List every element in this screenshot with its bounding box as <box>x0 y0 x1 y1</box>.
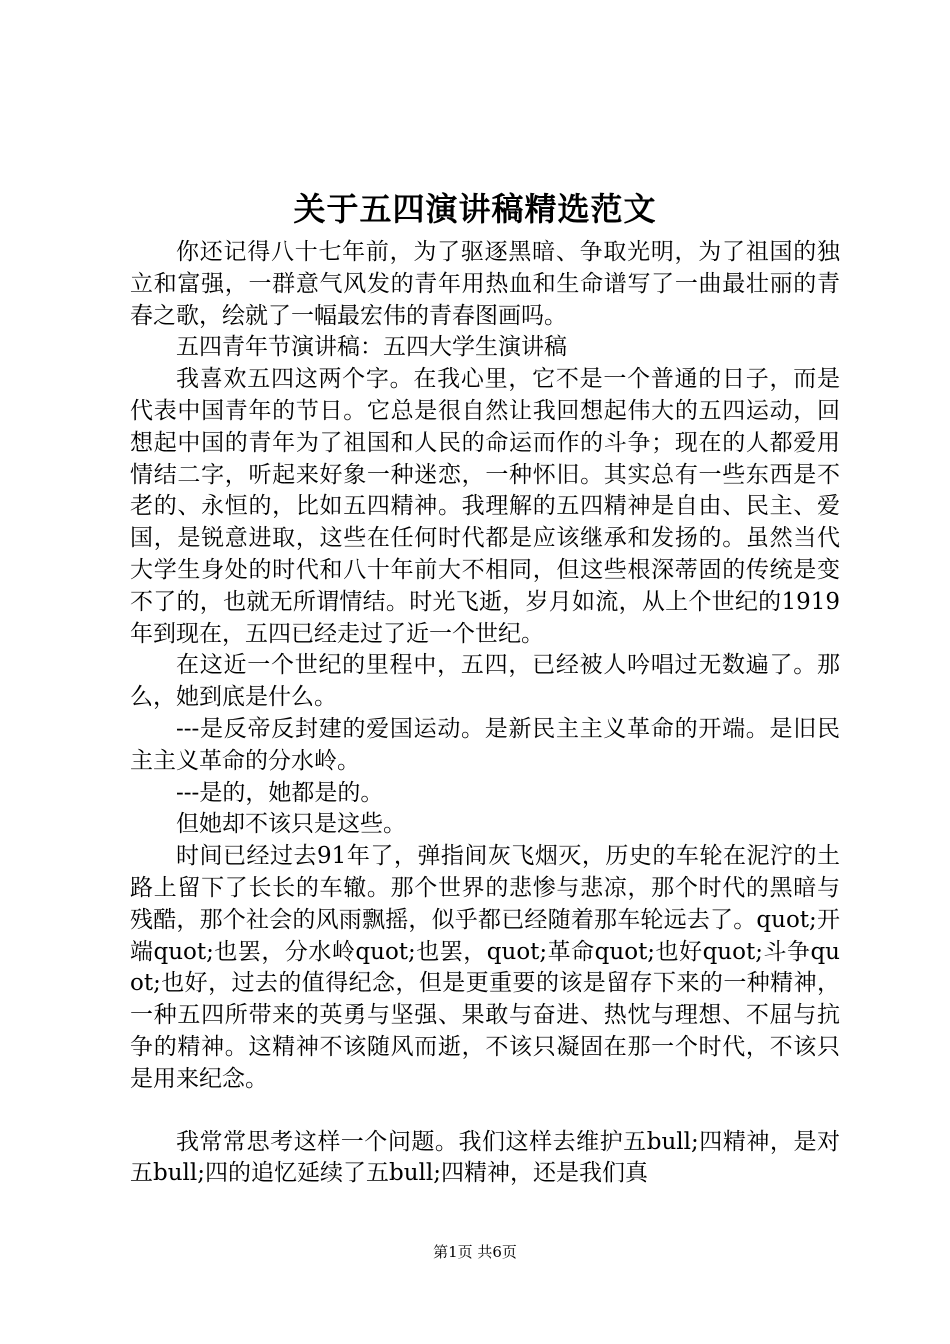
page-number-footer: 第1页 共6页 <box>433 1243 517 1261</box>
paragraph: 五四青年节演讲稿：五四大学生演讲稿 <box>176 334 567 361</box>
paragraph: 时间已经过去91年了，弹指间灰飞烟灭，历史的车轮在泥泞的土路上留下了长长的车辙。那个世界的悲惨与悲凉，那个时代的黑暗与残酷，那个社会的风雨飘摇，似乎都已经随着那车轮远去了。quot;开端quot;也罢，分水岭quot;也罢，quot;革命quot;也好quot;斗争quot;也好，过去的值得纪念，但是更重要的该是留存下来的一种精神，一种五四所带来的英勇与坚强、果敢与奋进、热忱与理想、不屈与抗争的精神。这精神不该随风而逝，不该只凝固在那一个时代，不该只是用来纪念。 <box>130 843 840 1092</box>
paragraph: 我喜欢五四这两个字。在我心里，它不是一个普通的日子，而是代表中国青年的节日。它总是很自然让我回想起伟大的五四运动，回想起中国的青年为了祖国和人民的命运而作的斗争；现在的人都爱用情结二字，听起来好象一种迷恋，一种怀旧。其实总有一些东西是不老的、永恒的，比如五四精神。我理解的五四精神是自由、民主、爱国，是锐意进取，这些在任何时代都是应该继承和发扬的。虽然当代大学生身处的时代和八十年前大不相同，但这些根深蒂固的传统是变不了的，也就无所谓情结。时光飞逝，岁月如流，从上个世纪的1919年到现在，五四已经走过了近一个世纪。 <box>130 366 840 647</box>
paragraph: ---是反帝反封建的爱国运动。是新民主主义革命的开端。是旧民主主义革命的分水岭。 <box>130 715 840 774</box>
paragraph: ---是的，她都是的。 <box>176 779 384 806</box>
paragraph: 但她却不该只是这些。 <box>176 811 406 838</box>
paragraph: 在这近一个世纪的里程中，五四，已经被人吟唱过无数遍了。那么，她到底是什么。 <box>130 652 840 711</box>
paragraph: 我常常思考这样一个问题。我们这样去维护五bull;四精神，是对五bull;四的追忆延续了五bull;四精神，还是我们真 <box>130 1128 840 1187</box>
paragraph: 你还记得八十七年前，为了驱逐黑暗、争取光明，为了祖国的独立和富强，一群意气风发的青年用热血和生命谱写了一曲最壮丽的青春之歌，绘就了一幅最宏伟的青春图画吗。 <box>130 239 840 329</box>
document-body <box>130 237 840 1190</box>
document-title: 关于五四演讲稿精选范文 <box>293 190 657 228</box>
